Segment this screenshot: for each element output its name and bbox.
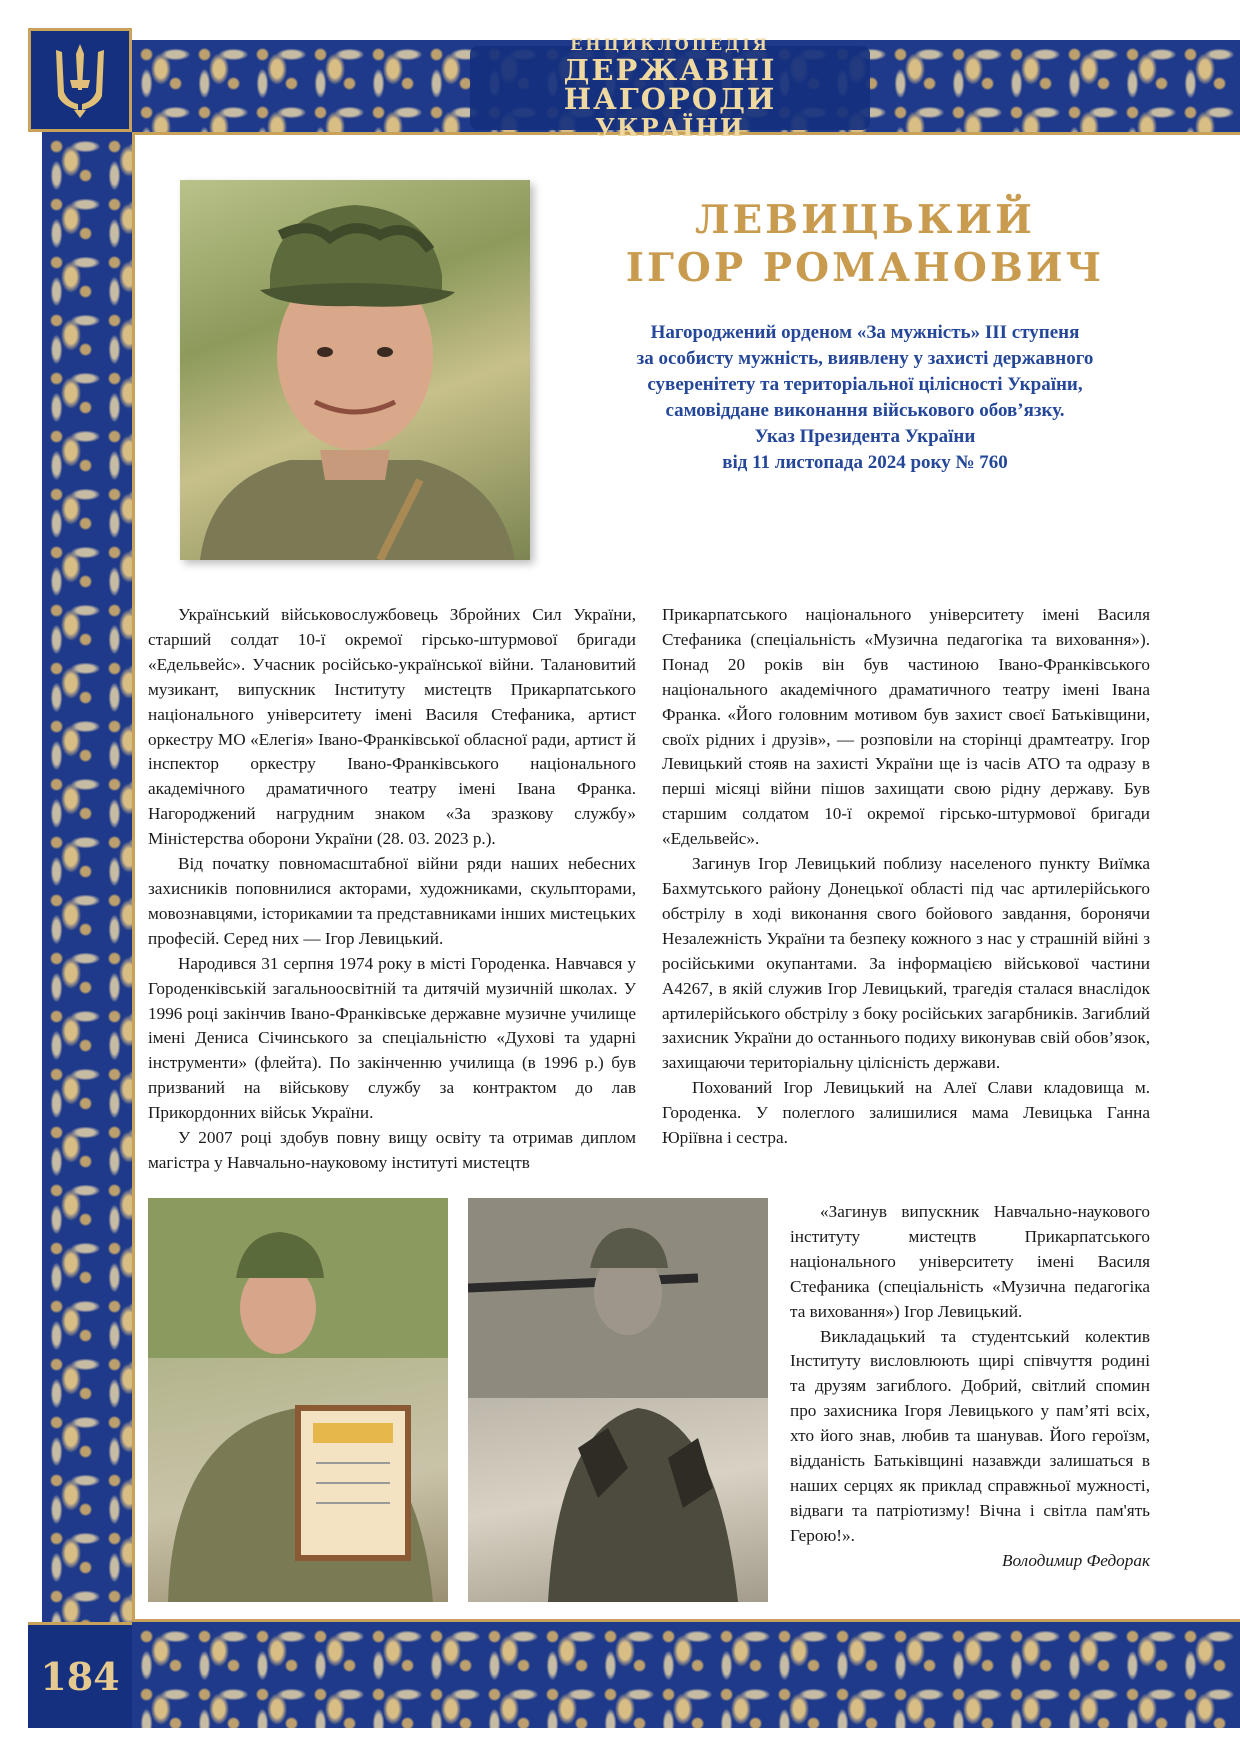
- award-line: від 11 листопада 2024 року № 760: [722, 452, 1008, 473]
- award-line: Указ Президента України: [754, 426, 976, 447]
- award-statement: [570, 320, 1160, 476]
- quote-paragraph: Викладацький та студентський колектив Інституту висловлюють щирі співчуття родині та друзям загиблого. Добрий, світлий спомин про захисника Ігоря Левицького у пам’яті всіх, хто його знав, любив та шанував. Його героїзм, відданість Батьківщині назавжди залишаться в наших серцях як приклад справжньої мужності, відваги та патріотизму! Вічна і світла пам'ять Герою!».: [790, 1326, 1150, 1545]
- body-paragraph: Загинув Ігор Левицький поблизу населеного пункту Виїмка Бахмутського району Донецької області під час артилерійського обстрілу в ході виконання свого бойового завдання, боронячи Незалежність України та безпеку кожного з нас у страшній війні з російськими окупантами. За інформацією військової частини А4267, в якій служив Ігор Левицький, трагедія сталася внаслідок артилерійського обстрілу з боку російських загарбників. Загиблий захисник України до останнього подиху виконував свій обов’язок, захищаючи територіальну цілісність держави.: [662, 854, 1150, 1073]
- body-paragraph: Похований Ігор Левицький на Алеї Слави кладовища м. Городенка. У полеглого залишилися мама Левицька Ганна Юріївна і сестра.: [662, 1078, 1150, 1148]
- masthead-line-1: ЕНЦИКЛОПЕДІЯ: [570, 34, 770, 54]
- frame-divider: [132, 132, 135, 1622]
- page-number-box: [28, 1622, 132, 1728]
- biography-right-column: [662, 603, 1150, 1151]
- quote-paragraph: «Загинув випускник Навчально-наукового інституту мистецтв Прикарпатського національного університету імені Василя Стефаника (спеціальність «Музична педагогіка та виховання») Ігор Левицький.: [790, 1202, 1150, 1321]
- portrait-photo: [180, 180, 530, 560]
- biography-left-column: [148, 603, 636, 1176]
- page-number: 184: [40, 1654, 120, 1699]
- photo-field-rifle-art: [468, 1198, 768, 1602]
- masthead-line-3: УКРАЇНИ: [595, 112, 745, 142]
- body-paragraph: Український військовослужбовець Збройних Сил України, старший солдат 10-ї окремої гірсько-штурмової бригади «Едельвейс». Учасник російсько-української війни. Талановитий музикант, випускник Інституту мистецтв Прикарпатського національного університету імені Василя Стефаника, артист оркестру МО «Елегія» Івано-Франківської обласної ради, артист й інспектор оркестру Івано-Франківського національного академічного драматичного театру імені Івана Франка. Нагороджений нагрудним знаком «За зразкову службу» Міністерства оборони України (28. 03. 2023 р.).: [148, 605, 636, 849]
- photo-field-rifle: [468, 1198, 768, 1602]
- photo-with-certificate-art: [148, 1198, 448, 1602]
- crest-box: [28, 28, 132, 132]
- award-line: суверенітету та територіальної цілісності України,: [647, 374, 1083, 395]
- body-paragraph: Народився 31 серпня 1974 року в місті Городенка. Навчався у Городенківській загальноосвітній та дитячій музичній школах. У 1996 році закінчив Івано-Франківське державне музичне училище імені Дениса Січинського за спеціальністю «Духові та ударні інструменти» (флейта). По закінченню училища (в 1996 р.) був призваний на військову службу за контрактом до лав Прикордонних військ України.: [148, 953, 636, 1123]
- title-surname: ЛЕВИЦЬКИЙ: [694, 197, 1036, 243]
- frame-divider: [132, 1619, 1240, 1622]
- left-ornament-band: [42, 132, 132, 1622]
- body-paragraph: Прикарпатського національного університету імені Василя Стефаника (спеціальність «Музична педагогіка та виховання»). Понад 20 років він був частиною Івано-Франківського національного академічного драматичного театру імені Івана Франка. «Його головним мотивом був захист своєї Батьківщини, своїх рідних і друзів», — розповіли на сторінці драмтеатру. Ігор Левицький стояв на захисті України ще із часів АТО та одразу в перші місяці війни пішов захищати свою рідну державу. Був старшим солдатом 10-ї окремої гірсько-штурмової бригади «Едельвейс».: [662, 605, 1150, 849]
- page-title: [590, 196, 1140, 292]
- award-line: Нагороджений орденом «За мужність» ІІІ ступеня: [650, 322, 1080, 343]
- award-line: за особисту мужність, виявлену у захисті державного: [636, 348, 1094, 369]
- masthead-line-2: ДЕРЖАВНІ НАГОРОДИ: [563, 52, 777, 116]
- award-line: самовіддане виконання військового обов’язку.: [665, 400, 1065, 421]
- body-paragraph: У 2007 році здобув повну вищу освіту та отримав диплом магістра у Навчально-науковому інституті мистецтв: [148, 1128, 636, 1172]
- trident-crest-icon: [48, 40, 112, 120]
- body-paragraph: Від початку повномасштабної війни ряди наших небесних захисників поповнилися акторами, художниками, скульпторами, мовознавцями, історикамии та представниками інших мистецьких професій. Серед них — Ігор Левицький.: [148, 854, 636, 948]
- bottom-ornament-band: [132, 1622, 1240, 1728]
- title-given-names: ІГОР РОМАНОВИЧ: [625, 245, 1105, 291]
- encyclopedia-masthead: [470, 34, 870, 142]
- portrait-photo-art: [180, 180, 530, 560]
- photo-with-certificate: [148, 1198, 448, 1602]
- condolence-quote: [790, 1200, 1150, 1549]
- quote-author: Володимир Федорак: [1001, 1551, 1150, 1570]
